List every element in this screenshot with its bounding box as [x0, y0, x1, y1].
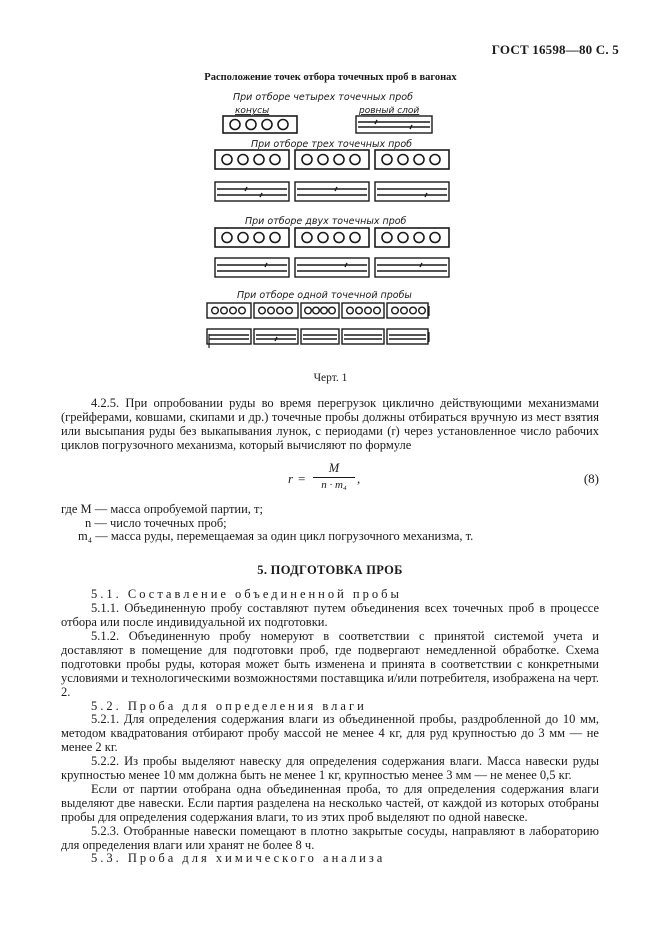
- wagons-one-layer: [207, 329, 429, 348]
- caption-cones: конусы: [235, 106, 270, 116]
- formula-comma: ,: [357, 470, 361, 486]
- paragraph-4-2-5: 4.2.5. При опробовании руды во время перегрузок циклично действующими механизмами (грейферами, ковшами, скипами и др.) точечные пробы должны отбираться вручную из мест взятия или высыпания руды без выкапывания лунок, с периодами (r) через установленное число рабочих циклов погрузочного механизма, который вычисляют по формуле: [61, 396, 599, 452]
- paragraph-5-1-2: 5.1.2. Объединенную пробу номеруют в соответствии с принятой системой учета и доставляют в помещение для подготовки проб, где подвергают немедленной обработке. Схема подготовки пробы руды, которая может быть изменена и принята в соответствии с конкретными условиями и технологическими возможностями поставщика и/или потребителя, изображена на черт. 2.: [61, 628, 599, 699]
- caption-three-samples: При отборе трех точечных проб: [251, 139, 413, 150]
- wagon-sampling-diagram: [195, 86, 465, 354]
- formula-definitions: [61, 503, 599, 545]
- definition-n: n — число точечных проб;: [85, 515, 227, 530]
- heading-5-3: 5.3. Проба для химического анализа: [91, 851, 386, 866]
- paragraph-5-2-2-cont: Если от партии отобрана одна объединенная проба, то для определения содержания влаги выделяют две навески. Если партия разделена на несколько частей, от каждой из которых отобраны пробы для определения содержания влаги, то из этих проб выделяют по одной навеске.: [61, 781, 599, 824]
- figure-title: Расположение точек отбора точечных проб в вагонах: [204, 72, 457, 83]
- paragraph-5-2-1: 5.2.1. Для определения содержания влаги из объединенной пробы, раздробленной до 10 мм, методом квадратования отбирают пробу массой не менее 4 кг, для руд крупностью до 3 мм — не менее 2 кг.: [61, 712, 599, 755]
- formula-8: [61, 459, 599, 497]
- gost-header: ГОСТ 16598—80 С. 5: [491, 42, 619, 57]
- heading-5-2: 5.2. Проба для определения влаги: [91, 698, 367, 713]
- wagons-two-layer: [215, 258, 449, 277]
- heading-5-1: 5.1. Составление объединенной пробы: [91, 587, 402, 602]
- formula-equals: =: [298, 470, 306, 486]
- formula-numerator: M: [313, 462, 355, 478]
- wagons-one-cones: [207, 303, 429, 318]
- definition-M: где M — масса опробуемой партии, т;: [61, 501, 263, 516]
- paragraph-5-2-3: 5.2.3. Отобранные навески помещают в плотно закрытые сосуды, направляют в лабораторию для определения влаги или хранят не более 8 ч.: [61, 823, 599, 852]
- wagons-three-cones: [215, 150, 449, 169]
- caption-even-layer: ровный слой: [359, 106, 420, 116]
- wagons-two-cones: [215, 228, 449, 247]
- caption-one-sample: При отборе одной точечной пробы: [237, 290, 412, 301]
- paragraph-5-2-2: 5.2.2. Из пробы выделяют навеску для определения содержания влаги. Масса навески руды крупностью менее 10 мм должна быть не менее 1 кг, крупностью менее 3 мм — не менее 0,5 кг.: [61, 754, 599, 783]
- formula-lhs: r: [288, 470, 294, 486]
- wagon-four-layer: [356, 116, 432, 133]
- wagons-three-layer: [215, 182, 449, 201]
- formula-number: (8): [583, 470, 599, 486]
- body-text: [61, 397, 599, 866]
- definition-m4: m₄ — масса руды, перемещаемая за один цикл погрузочного механизма, т.: [78, 529, 474, 544]
- paragraph-5-1-1: 5.1.1. Объединенную пробу составляют путем объединения всех точечных проб в процессе отбора или после индивидуальной их подготовки.: [61, 601, 599, 630]
- formula-denominator: n · m₄: [321, 478, 347, 491]
- caption-four-samples: При отборе четырех точечных проб: [233, 92, 413, 103]
- section-title: 5. ПОДГОТОВКА ПРОБ: [257, 563, 403, 578]
- caption-two-samples: При отборе двух точечных проб: [245, 216, 407, 227]
- formula-fraction: [313, 462, 355, 493]
- wagon-four-cones: [223, 116, 297, 133]
- figure-label: Черт. 1: [313, 372, 348, 384]
